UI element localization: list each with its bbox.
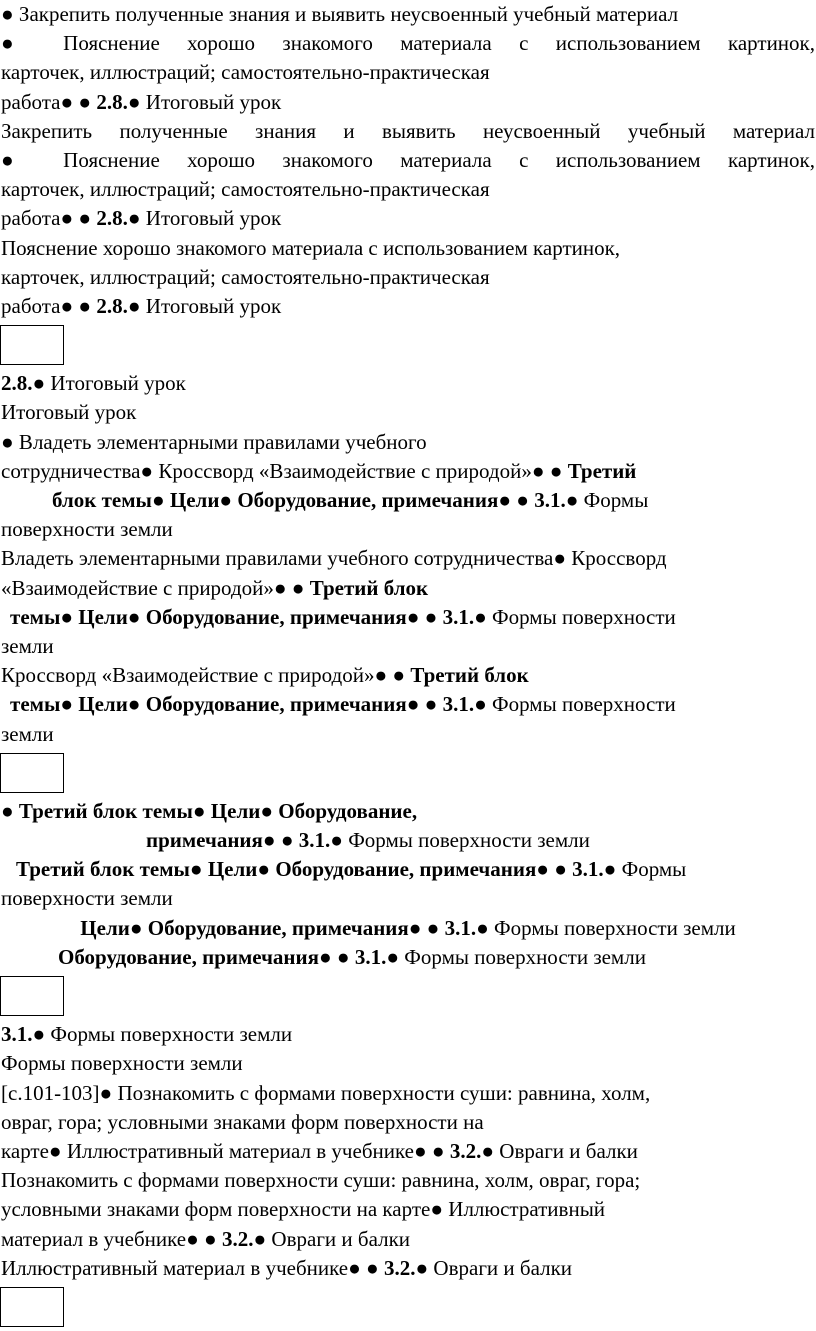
text-line: [с.101-103]● Познакомить с формами поверхности суши: равнина, холм, bbox=[1, 1080, 651, 1105]
text-line: Третий блок темы● Цели● Оборудование, примечания● ● 3.1.● Формы bbox=[16, 857, 687, 882]
text-line: ● Закрепить полученные знания и выявить неусвоенный учебный материал bbox=[1, 2, 679, 26]
text-line: Владеть элементарными правилами учебного сотрудничества● Кроссворд bbox=[1, 546, 667, 571]
text-line: поверхности земли bbox=[1, 886, 173, 911]
text-line: 2.8.● Итоговый урок bbox=[1, 371, 186, 396]
text-line: работа● ● 2.8.● Итоговый урок bbox=[1, 294, 282, 319]
text-line: сотрудничества● Кроссворд «Взаимодействие с природой»● ● Третий bbox=[1, 458, 637, 483]
text-line: 3.1.● Формы поверхности земли bbox=[1, 1022, 293, 1047]
text-line: Пояснение хорошо знакомого материала с использованием картинок, bbox=[1, 235, 621, 260]
text-line: Познакомить с формами поверхности суши: равнина, холм, овраг, гора; bbox=[1, 1168, 641, 1193]
text-line: карте● Иллюстративный материал в учебнике● ● 3.2.● Овраги и балки bbox=[1, 1138, 638, 1163]
text-line: материал в учебнике● ● 3.2.● Овраги и балки bbox=[1, 1226, 411, 1251]
empty-table-cell bbox=[0, 753, 64, 793]
text-line: ● Пояснение хорошо знакомого материала с использованием картинок, bbox=[1, 148, 815, 173]
text-line: «Взаимодействие с природой»● ● Третий блок bbox=[1, 575, 429, 600]
text-line: Закрепить полученные знания и выявить неусвоенный учебный материал bbox=[1, 118, 815, 143]
text-line: темы● Цели● Оборудование, примечания● ● 3.1.● Формы поверхности bbox=[10, 604, 676, 629]
text-line: земли bbox=[1, 634, 54, 659]
text-line: овраг, гора; условными знаками форм поверхности на bbox=[1, 1109, 484, 1134]
text-line: ● Владеть элементарными правилами учебного bbox=[1, 429, 427, 454]
text-line: карточек, иллюстраций; самостоятельно-практическая bbox=[1, 177, 490, 202]
empty-table-cell bbox=[0, 325, 64, 365]
empty-table-cell bbox=[0, 1287, 64, 1327]
text-line: ● Пояснение хорошо знакомого материала с использованием картинок, bbox=[1, 31, 815, 56]
text-line: поверхности земли bbox=[1, 517, 173, 542]
text-line: блок темы● Цели● Оборудование, примечания● ● 3.1.● Формы bbox=[52, 488, 649, 513]
text-line: Формы поверхности земли bbox=[1, 1051, 243, 1076]
text-line: карточек, иллюстраций; самостоятельно-практическая bbox=[1, 264, 490, 289]
text-line: Оборудование, примечания● ● 3.1.● Формы поверхности земли bbox=[58, 944, 646, 969]
empty-table-cell bbox=[0, 976, 64, 1016]
text-line: темы● Цели● Оборудование, примечания● ● 3.1.● Формы поверхности bbox=[10, 692, 676, 717]
text-line: Кроссворд «Взаимодействие с природой»● ● Третий блок bbox=[1, 663, 529, 688]
text-line: земли bbox=[1, 721, 54, 746]
text-line: Цели● Оборудование, примечания● ● 3.1.● Формы поверхности земли bbox=[80, 915, 736, 940]
text-line: примечания● ● 3.1.● Формы поверхности земли bbox=[146, 828, 590, 853]
text-line: Иллюстративный материал в учебнике● ● 3.2.● Овраги и балки bbox=[1, 1255, 573, 1280]
text-line: карточек, иллюстраций; самостоятельно-практическая bbox=[1, 60, 490, 85]
text-line: работа● ● 2.8.● Итоговый урок bbox=[1, 206, 282, 231]
text-line: условными знаками форм поверхности на карте● Иллюстративный bbox=[1, 1197, 606, 1222]
text-line: ● Третий блок темы● Цели● Оборудование, bbox=[1, 798, 418, 823]
text-line: Итоговый урок bbox=[1, 400, 137, 425]
text-line: работа● ● 2.8.● Итоговый урок bbox=[1, 89, 282, 114]
